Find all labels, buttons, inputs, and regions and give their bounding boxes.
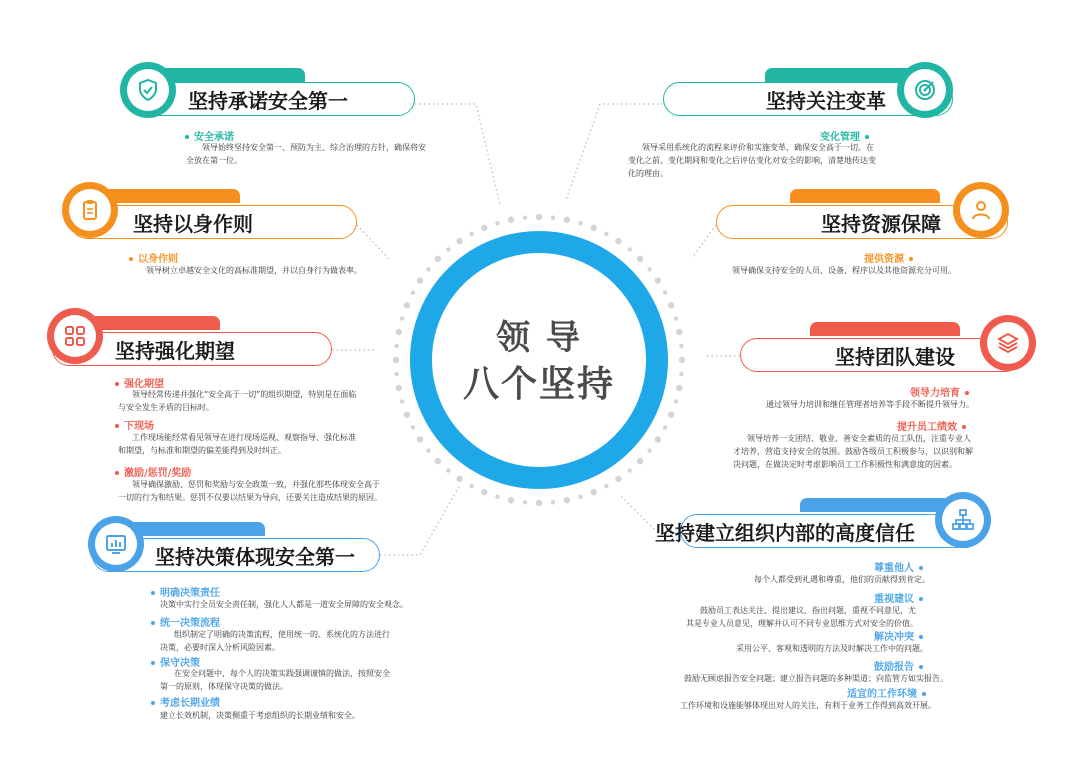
- ring-dot: [663, 290, 667, 294]
- ring-dot: [668, 412, 674, 418]
- ring-dot: [417, 436, 423, 442]
- ring-dot: [578, 495, 582, 499]
- n4-item4-heading: 考虑长期业绩: [146, 694, 220, 709]
- ring-dot: [523, 500, 527, 504]
- n8-title: 坚持建立组织内部的高度信任: [655, 520, 915, 545]
- ring-dot: [411, 425, 415, 429]
- n3-item3-text: 领导确保激励、惩罚和奖励与安全政策一致，并强化那些体现安全高于一切的行为和结果。惩罚不仅要以结果为导向，还要关注造成结果的原因。: [118, 480, 382, 502]
- n7-item2-heading: 提升员工绩效: [897, 418, 971, 433]
- ring-dot: [508, 497, 514, 503]
- n4-title: 坚持决策体现安全第一: [155, 544, 355, 569]
- n6-item1-text: 领导确保支持安全的人员、设备、程序以及其他资源充分可用。: [732, 266, 956, 275]
- n7-title: 坚持团队建设: [835, 344, 955, 369]
- n8-item5-text: 工作环境和设施能够体现出对人的关注，有利于业务工作得到高效开展。: [680, 701, 936, 710]
- ring-dot: [411, 290, 415, 294]
- n7-item2-text: 领导培养一支团结、敬业、善安全素质的员工队伍，注重专业人才培养，营造支持安全的氛围。鼓励各级员工积极参与，以识别和解决问题，在做决定时考虑影响员工工作积极性和满意度的因素。: [733, 434, 973, 469]
- ring-dot: [564, 217, 570, 223]
- shield-check-icon: [136, 78, 160, 102]
- n4-item2-text: 组织制定了明确的决策流程，使用统一的、系统化的方法进行决策，必要时深入分析风险因素。: [160, 630, 390, 652]
- n7-tab: [810, 322, 960, 336]
- n8-item1-heading: 尊重他人: [874, 559, 928, 574]
- n4-item1-text: 决策中实行全员安全责任制，强化人人都是一道安全屏障的安全观念。: [160, 600, 408, 609]
- n3-title: 坚持强化期望: [115, 338, 235, 363]
- n5-item1-text: 领导采用系统化的流程来评价和实施变革，确保安全高于一切。在变化之前、变化期间和变化之后评估变化对安全的影响，清楚地传达变化的理由。: [628, 143, 876, 178]
- ring-dot: [536, 214, 542, 220]
- n8-item1-text: 每个人都受到礼遇和尊重，他们的贡献得到肯定。: [754, 575, 930, 584]
- ring-dot: [637, 458, 643, 464]
- n1-icon-badge: [120, 62, 176, 118]
- n6-item1-heading: 提供资源: [864, 250, 918, 265]
- ring-dot: [668, 302, 674, 308]
- ring-dot: [404, 412, 410, 418]
- people-icon: [969, 198, 993, 222]
- ring-dot: [469, 484, 473, 488]
- center-title-line1: 领 导: [496, 318, 582, 358]
- ring-dot: [655, 436, 661, 442]
- ring-dot: [564, 497, 570, 503]
- n5-icon-badge: [897, 62, 953, 118]
- n8-item3-text: 采用公平、客观和透明的方法及时解决工作中的问题。: [736, 644, 928, 653]
- grid-icon: [63, 324, 87, 348]
- n1-item1-heading: 安全承诺: [180, 128, 234, 143]
- ring-dot: [435, 256, 441, 262]
- n8-item2-heading: 重视建议: [874, 590, 928, 605]
- ring-dot: [615, 476, 621, 482]
- ring-dot: [591, 225, 597, 231]
- n8-item4-text: 鼓励无顾虑报告安全问题；建立报告问题的多种渠道；向监管方如实报告。: [684, 674, 948, 683]
- ring-dot: [404, 302, 410, 308]
- target-icon: [913, 78, 937, 102]
- n8-item3-heading: 解决冲突: [874, 628, 928, 643]
- ring-dot: [523, 215, 527, 219]
- n5-item1-heading: 变化管理: [820, 128, 874, 143]
- ring-dot: [663, 425, 667, 429]
- n6-tab: [790, 189, 940, 203]
- ring-dot: [426, 267, 430, 271]
- n4-item1-heading: 明确决策责任: [146, 584, 220, 599]
- ring-dot: [591, 489, 597, 495]
- ring-dot: [551, 500, 555, 504]
- n3-item1-text: 领导经常传递并强化“安全高于一切”的组织期望，特别是在面临与安全发生矛盾的目标时。: [118, 390, 357, 412]
- ring-dot: [446, 247, 450, 251]
- ring-dot: [435, 458, 441, 464]
- org-chart-icon: [951, 508, 975, 532]
- n4-item3-text: 在安全问题中，每个人的决策实践强调谨慎的做法，按照安全第一的原则，体现保守决策的做法。: [160, 669, 390, 691]
- n7-item1-text: 通过领导力培训和继任管理者培养等手段不断提升领导力。: [766, 400, 974, 409]
- n5-title: 坚持关注变革: [766, 88, 886, 113]
- layers-icon: [996, 331, 1020, 355]
- n2-item1-heading: 以身作则: [124, 250, 178, 265]
- ring-dot: [647, 449, 651, 453]
- ring-dot: [615, 238, 621, 244]
- ring-dot: [456, 238, 462, 244]
- ring-dot: [637, 256, 643, 262]
- n2-item1-text: 领导树立卓越安全文化的高标准期望，并以自身行为做表率。: [146, 266, 362, 275]
- n8-item2-text: 鼓励员工表达关注、提出建议、指出问题，重视不同意见，尤其是专业人员意见，理解并认可不同专业思维方式对安全的价值。: [686, 606, 918, 628]
- n3-icon-badge: [47, 308, 103, 364]
- clipboard-icon: [78, 198, 102, 222]
- ring-dot: [495, 495, 499, 499]
- n4-item4-text: 建立长效机制，决策侧重于考虑组织的长期业绩和安全。: [160, 711, 360, 720]
- center-title-line2: 八个坚持: [462, 364, 615, 405]
- n8-tab: [800, 498, 950, 512]
- ring-dot: [578, 221, 582, 225]
- center-hub: [389, 210, 689, 510]
- n4-item2-heading: 统一决策流程: [146, 614, 220, 629]
- n6-title: 坚持资源保障: [821, 211, 941, 236]
- ring-dot: [536, 500, 542, 506]
- n5-tab: [765, 68, 915, 82]
- ring-dot: [647, 267, 651, 271]
- connector-n6: [692, 225, 716, 258]
- n3-item2-text: 工作现场能经常看见领导在进行现场巡视、观察指导、强化标准和期望，与标准和期望的偏差能得到及时纠正。: [118, 433, 356, 455]
- n1-title: 坚持承诺安全第一: [188, 88, 348, 113]
- chart-icon: [104, 532, 128, 556]
- n3-item1-heading: 强化期望: [110, 375, 164, 390]
- n1-item1-text: 领导始终坚持安全第一、预防为主、综合治理的方针，确保将安全放在第一位。: [186, 143, 426, 165]
- ring-dot: [628, 247, 632, 251]
- ring-dot: [604, 484, 608, 488]
- n2-title: 坚持以身作则: [133, 211, 253, 236]
- n3-item2-heading: 下现场: [110, 417, 154, 432]
- n3-item3-heading: 激励/惩罚/奖励: [110, 464, 191, 479]
- n7-item1-heading: 领导力培育: [910, 384, 974, 399]
- ring-dot: [469, 232, 473, 236]
- ring-dot: [426, 449, 430, 453]
- ring-dot: [655, 277, 661, 283]
- connector-n1: [415, 104, 500, 205]
- ring-dot: [446, 468, 450, 472]
- n4-icon-badge: [88, 516, 144, 572]
- n4-item3-heading: 保守决策: [146, 654, 200, 669]
- ring-dot: [481, 225, 487, 231]
- ring-dot: [495, 221, 499, 225]
- ring-dot: [604, 232, 608, 236]
- n8-item5-heading: 适宜的工作环境: [847, 685, 931, 700]
- ring-dot: [456, 476, 462, 482]
- n6-icon-badge: [953, 182, 1009, 238]
- n2-icon-badge: [62, 182, 118, 238]
- n7-icon-badge: [980, 315, 1036, 371]
- n8-icon-badge: [935, 492, 991, 548]
- ring-dot: [417, 277, 423, 283]
- ring-dot: [481, 489, 487, 495]
- connector-n2: [357, 225, 390, 260]
- ring-dot: [551, 215, 555, 219]
- n8-item4-heading: 鼓励报告: [874, 658, 928, 673]
- ring-dot: [508, 217, 514, 223]
- ring-dot: [628, 468, 632, 472]
